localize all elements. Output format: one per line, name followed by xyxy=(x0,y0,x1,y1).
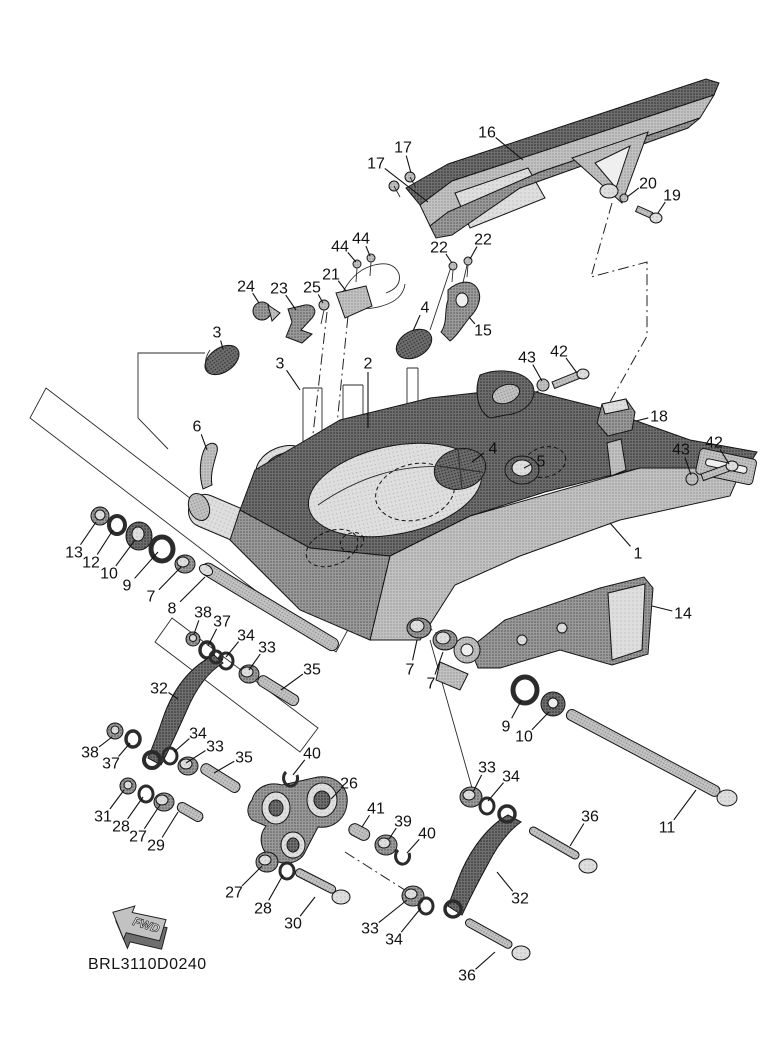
leader-line-1 xyxy=(610,523,630,546)
part-12-washer xyxy=(109,516,125,534)
part-label-10: 10 xyxy=(515,728,533,746)
part-label-10: 10 xyxy=(100,565,118,583)
part-label-17: 17 xyxy=(394,139,412,157)
part-label-31: 31 xyxy=(94,808,112,826)
part-label-40: 40 xyxy=(303,745,321,763)
leader-line-29 xyxy=(162,812,178,838)
part-19-bolt xyxy=(636,206,662,223)
part-23-bracket xyxy=(286,305,315,343)
part-label-33: 33 xyxy=(206,738,224,756)
part-38-nut-upper xyxy=(186,632,200,646)
part-label-1: 1 xyxy=(633,545,643,563)
part-label-35: 35 xyxy=(235,749,253,767)
part-29-collar xyxy=(176,801,205,824)
part-label-23: 23 xyxy=(270,280,288,298)
part-label-13: 13 xyxy=(65,544,83,562)
part-33-bearing-upper xyxy=(239,665,259,683)
part-36-bolt-lower xyxy=(464,918,530,960)
part-label-42: 42 xyxy=(550,343,568,361)
part-label-18: 18 xyxy=(650,408,668,426)
guard-mount-boss xyxy=(600,184,618,198)
part-9-seal-right xyxy=(513,677,537,703)
part-30-bolt xyxy=(294,867,350,904)
part-label-44: 44 xyxy=(352,230,370,248)
part-label-43: 43 xyxy=(518,349,536,367)
leader-line-36 xyxy=(570,823,584,846)
part-label-34: 34 xyxy=(189,725,207,743)
part-label-26: 26 xyxy=(340,775,358,793)
leader-line-8 xyxy=(180,577,205,602)
part-11-pivot-shaft xyxy=(565,708,737,806)
part-label-14: 14 xyxy=(674,605,692,623)
leader-line-32 xyxy=(497,872,513,891)
leader-line-13 xyxy=(81,522,96,545)
part-label-37: 37 xyxy=(213,613,231,631)
part-label-40: 40 xyxy=(418,825,436,843)
part-7-bearings-right xyxy=(407,618,457,650)
part-20-bolt xyxy=(620,194,628,202)
leader-line-34 xyxy=(401,908,421,932)
part-35-collar-lower xyxy=(199,762,242,795)
part-label-9: 9 xyxy=(501,718,511,736)
part-label-9: 9 xyxy=(122,577,132,595)
leader-line-27 xyxy=(242,866,262,886)
part-label-19: 19 xyxy=(663,187,681,205)
part-label-11: 11 xyxy=(658,819,676,837)
part-39-bushing xyxy=(375,835,397,855)
part-34-washer-d xyxy=(480,798,494,814)
leader-line-9 xyxy=(512,701,521,718)
part-label-20: 20 xyxy=(639,175,657,193)
part-35-collar-upper xyxy=(256,674,301,708)
part-label-2: 2 xyxy=(363,355,373,373)
part-label-3: 3 xyxy=(275,355,285,373)
part-label-34: 34 xyxy=(237,627,255,645)
part-label-37: 37 xyxy=(102,755,120,773)
part-label-33: 33 xyxy=(258,639,276,657)
part-label-33: 33 xyxy=(361,920,379,938)
leader-line-35 xyxy=(214,761,234,773)
part-42-bolt-upper xyxy=(552,369,589,388)
part-label-7: 7 xyxy=(146,588,156,606)
leader-line-20 xyxy=(627,188,639,197)
part-label-7: 7 xyxy=(426,675,436,693)
leader-line-31 xyxy=(110,790,124,809)
part-label-24: 24 xyxy=(237,278,255,296)
part-41-collar xyxy=(347,822,372,843)
part-36-bolt-upper xyxy=(528,826,597,873)
drawing-code: BRL3110D0240 xyxy=(88,956,207,973)
part-label-22: 22 xyxy=(430,239,448,257)
part-label-36: 36 xyxy=(581,808,599,826)
leader-line-7 xyxy=(159,567,181,590)
part-label-39: 39 xyxy=(394,813,412,831)
part-label-12: 12 xyxy=(82,554,100,572)
part-label-22: 22 xyxy=(474,231,492,249)
part-43-nut-upper xyxy=(537,379,549,391)
part-label-36: 36 xyxy=(458,967,476,985)
part-6-seal-strip xyxy=(200,443,217,489)
part-label-16: 16 xyxy=(478,124,496,142)
part-label-21: 21 xyxy=(322,266,340,284)
part-label-28: 28 xyxy=(112,818,130,836)
part-13-nut xyxy=(91,507,109,525)
part-label-17: 17 xyxy=(367,155,385,173)
part-43-nut-lower xyxy=(686,473,698,485)
part-label-34: 34 xyxy=(385,931,403,949)
leader-line-10 xyxy=(116,540,135,566)
leader-line-35 xyxy=(281,674,303,690)
part-16-chain-guard xyxy=(406,79,719,238)
leader-line-14 xyxy=(652,606,672,611)
part-14-chain-tensioner-arm xyxy=(436,577,653,690)
part-10-seal-left xyxy=(126,522,152,550)
part-44-bolts xyxy=(353,254,375,282)
leader-line-4 xyxy=(413,315,420,331)
part-32-arm-right xyxy=(445,806,521,917)
leader-line-9 xyxy=(135,552,158,578)
leader-line-34 xyxy=(174,739,189,752)
leader-line-11 xyxy=(674,790,696,820)
leader-line-30 xyxy=(300,897,315,916)
part-label-28: 28 xyxy=(254,900,272,918)
part-label-3: 3 xyxy=(212,324,222,342)
part-label-25: 25 xyxy=(303,279,321,297)
leader-line-10 xyxy=(532,712,549,730)
leader-line-28 xyxy=(269,875,283,900)
part-label-41: 41 xyxy=(367,800,385,818)
part-10-washer-right xyxy=(541,692,565,716)
leader-line-7 xyxy=(413,640,417,660)
part-label-6: 6 xyxy=(192,418,202,436)
part-label-7: 7 xyxy=(405,661,415,679)
leader-line-28 xyxy=(128,797,143,819)
fwd-arrow xyxy=(102,899,172,960)
leader-line-38 xyxy=(99,737,112,747)
part-label-8: 8 xyxy=(167,600,177,618)
part-label-38: 38 xyxy=(81,744,99,762)
part-label-15: 15 xyxy=(474,322,492,340)
part-33-bearing-lower xyxy=(178,757,198,775)
part-label-27: 27 xyxy=(129,828,147,846)
leader-line-43 xyxy=(533,365,542,381)
leader-line-44 xyxy=(348,252,356,262)
fwd-label: FWD xyxy=(131,914,162,936)
part-27-bearing-a xyxy=(154,793,174,811)
part-label-35: 35 xyxy=(303,661,321,679)
part-label-27: 27 xyxy=(225,884,243,902)
part-26-relay-arm xyxy=(248,777,347,863)
part-9-ring-left xyxy=(151,537,173,561)
part-label-42: 42 xyxy=(705,434,723,452)
leader-line-27 xyxy=(144,805,160,829)
part-label-44: 44 xyxy=(331,238,349,256)
leader-line-36 xyxy=(476,952,496,969)
part-label-43: 43 xyxy=(672,441,690,459)
part-38-nut-lower xyxy=(107,723,123,739)
part-label-32: 32 xyxy=(511,890,529,908)
part-label-34: 34 xyxy=(502,768,520,786)
leader-line-18 xyxy=(636,418,648,421)
part-22-bolts xyxy=(449,257,472,282)
leader-line-17 xyxy=(406,156,411,173)
leader-line-38 xyxy=(194,620,199,634)
leader-line-33 xyxy=(379,900,407,923)
leader-line-37 xyxy=(119,743,130,756)
leader-line-6 xyxy=(201,434,207,450)
part-34-washer-c xyxy=(419,898,433,914)
part-label-4: 4 xyxy=(488,440,498,458)
part-label-32: 32 xyxy=(150,680,168,698)
part-label-33: 33 xyxy=(478,759,496,777)
part-5-grommet xyxy=(505,456,539,484)
part-24-sensor xyxy=(253,302,280,321)
leader-line-3 xyxy=(287,370,300,390)
part-25-bolt xyxy=(319,300,329,324)
part-label-29: 29 xyxy=(147,837,165,855)
part-label-4: 4 xyxy=(420,299,430,317)
leader-line-12 xyxy=(97,530,113,555)
part-label-38: 38 xyxy=(194,604,212,622)
part-label-5: 5 xyxy=(536,453,546,471)
part-label-30: 30 xyxy=(284,915,302,933)
